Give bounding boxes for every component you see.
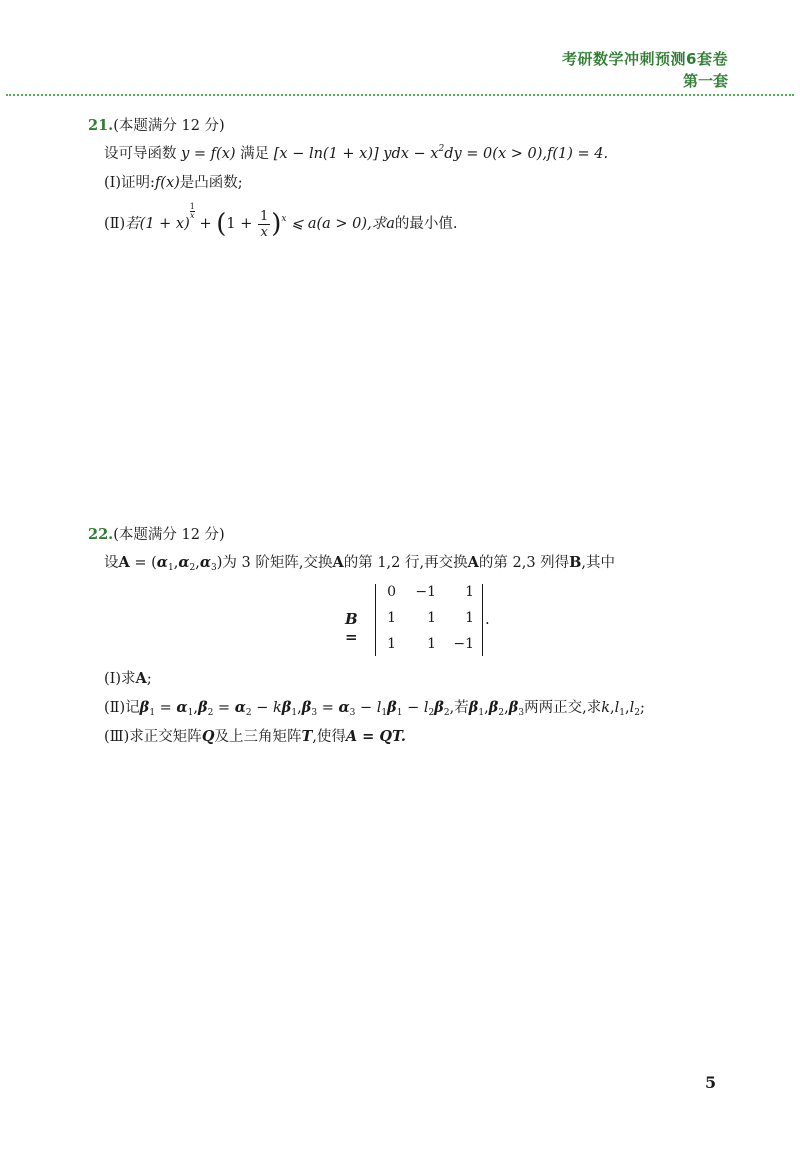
q21-part1-func: f(x) (154, 175, 180, 191)
q22-stem-eq: = ( (129, 555, 157, 571)
q22-part3-text-b: 及上三角矩阵 (214, 729, 302, 745)
q21-part2-base: 若(1 + x) (125, 216, 190, 232)
q22-points: (本题满分 12 分) (113, 527, 225, 543)
q21-part1-text-a: 证明: (121, 175, 155, 191)
q22-alpha-1: α (156, 554, 168, 571)
q21-part2-ineq: ⩽ a(a > 0),求 (286, 216, 387, 232)
q21-heading (88, 114, 225, 135)
q22-part3-T: T (301, 728, 313, 745)
matrix-cell: 1 (465, 584, 474, 600)
q22-part2: (Ⅱ)记$\beta_1 = \alpha_1,\beta_2 = \alpha_2 - k\beta_1,\beta_3 = \alpha_3 - l_1\beta_1 - l_2\beta_2$,若$\beta_1,\beta_2,\beta_3$两两正交,求$k,l_1,l_2$; (104, 699, 645, 718)
q22-part2-text-a: 记 (125, 700, 140, 716)
q21-part1 (104, 171, 243, 192)
q21-part2-exponent: $\frac{1}{x}$ (189, 202, 195, 220)
q21-stem-equation: [x − ln(1 + x)] ydx − $x^2dy = 0(x > 0),f(1) = 4$. (273, 144, 609, 162)
q21-points: (本题满分 12 分) (113, 118, 225, 134)
matrix-B (375, 584, 483, 656)
q22-part1-text: 求 (121, 671, 136, 687)
q22-stem-a: 设 (104, 555, 119, 571)
matrix-cell: 1 (427, 636, 436, 652)
q22-part1-A: A (135, 670, 147, 687)
q21-part2: (Ⅱ)若(1 + x) $\frac{1}{x}$ + (1 + $\frac{1}{x}$ )$^x$ ⩽ a(a > 0),求a的最小值. (104, 202, 458, 240)
header-title: 考研数学冲刺预测6套卷 (562, 50, 728, 68)
matrix-cell: 1 (387, 636, 396, 652)
q21-part2-inner: 1 + (226, 216, 257, 232)
q22-alpha-2: α (178, 554, 190, 571)
matrix-period: . (485, 610, 490, 628)
q22-stem: 设$A = (\alpha_1,\alpha_2,\alpha_3)$为 3 阶矩阵,交换A的第 1,2 行,再交换A的第 2,3 列得B,其中 (104, 554, 616, 573)
header-subtitle: 第一套 (682, 72, 728, 90)
q22-stem-c: 的第 1,2 行,再交换 (343, 555, 468, 571)
q22-matrix-A-2: A (332, 554, 344, 571)
q22-stem-d: 的第 2,3 列得 (478, 555, 570, 571)
q21-number: 21. (88, 117, 114, 134)
q22-part3-text-a: 求正交矩阵 (129, 729, 202, 745)
q22-stem-b: )为 3 阶矩阵,交换 (216, 555, 333, 571)
q22-heading (88, 523, 225, 544)
q21-stem (104, 142, 608, 163)
matrix-cell: 1 (465, 610, 474, 626)
matrix-cell: 1 (387, 610, 396, 626)
header-divider (6, 94, 794, 96)
q21-part1-label: (Ⅰ) (104, 175, 122, 191)
q22-part2-text-c: 两两正交,求 (524, 700, 602, 716)
q22-part1 (104, 667, 152, 688)
q21-part2-tail: 的最小值. (394, 216, 458, 232)
matrix-cell: −1 (453, 636, 474, 652)
q22-part2-text-b: 若 (454, 700, 469, 716)
q22-part3-text-c: ,使得 (312, 729, 346, 745)
q22-matrix-A-3: A (467, 554, 479, 571)
q22-part3-equation: A = QT. (345, 728, 406, 745)
q22-part1-end: ; (146, 671, 152, 687)
q22-part3-Q: Q (201, 728, 215, 745)
q22-part1-label: (Ⅰ) (104, 671, 122, 687)
q22-number: 22. (88, 526, 114, 543)
page-number: 5 (705, 1073, 717, 1092)
matrix-cell: −1 (415, 584, 436, 600)
q21-stem-func: y = f(x) (181, 146, 236, 162)
q21-part2-label: (Ⅱ) (104, 216, 126, 232)
q21-stem-prefix: 设可导函数 (104, 146, 177, 162)
q21-part2-fraction: $\frac{1}{x}$ (259, 208, 269, 240)
q22-matrix-B: B (569, 554, 582, 571)
q21-part1-text-b: 是凸函数; (179, 175, 243, 191)
q21-part2-var: a (386, 216, 395, 232)
q22-part3 (104, 725, 406, 746)
matrix-cell: 0 (387, 584, 396, 600)
q22-matrix-A: A (118, 554, 130, 571)
q21-part2-plus: + (194, 216, 217, 232)
q22-part2-label: (Ⅱ) (104, 700, 126, 716)
matrix-cell: 1 (427, 610, 436, 626)
q22-stem-e: ,其中 (581, 555, 616, 571)
q22-part3-label: (Ⅲ) (104, 729, 130, 745)
q21-stem-mid: 满足 (240, 146, 270, 162)
q21-part2-exp2: x (281, 214, 287, 224)
matrix-B-label: B = (345, 610, 358, 646)
q22-alpha-3: α (199, 554, 211, 571)
